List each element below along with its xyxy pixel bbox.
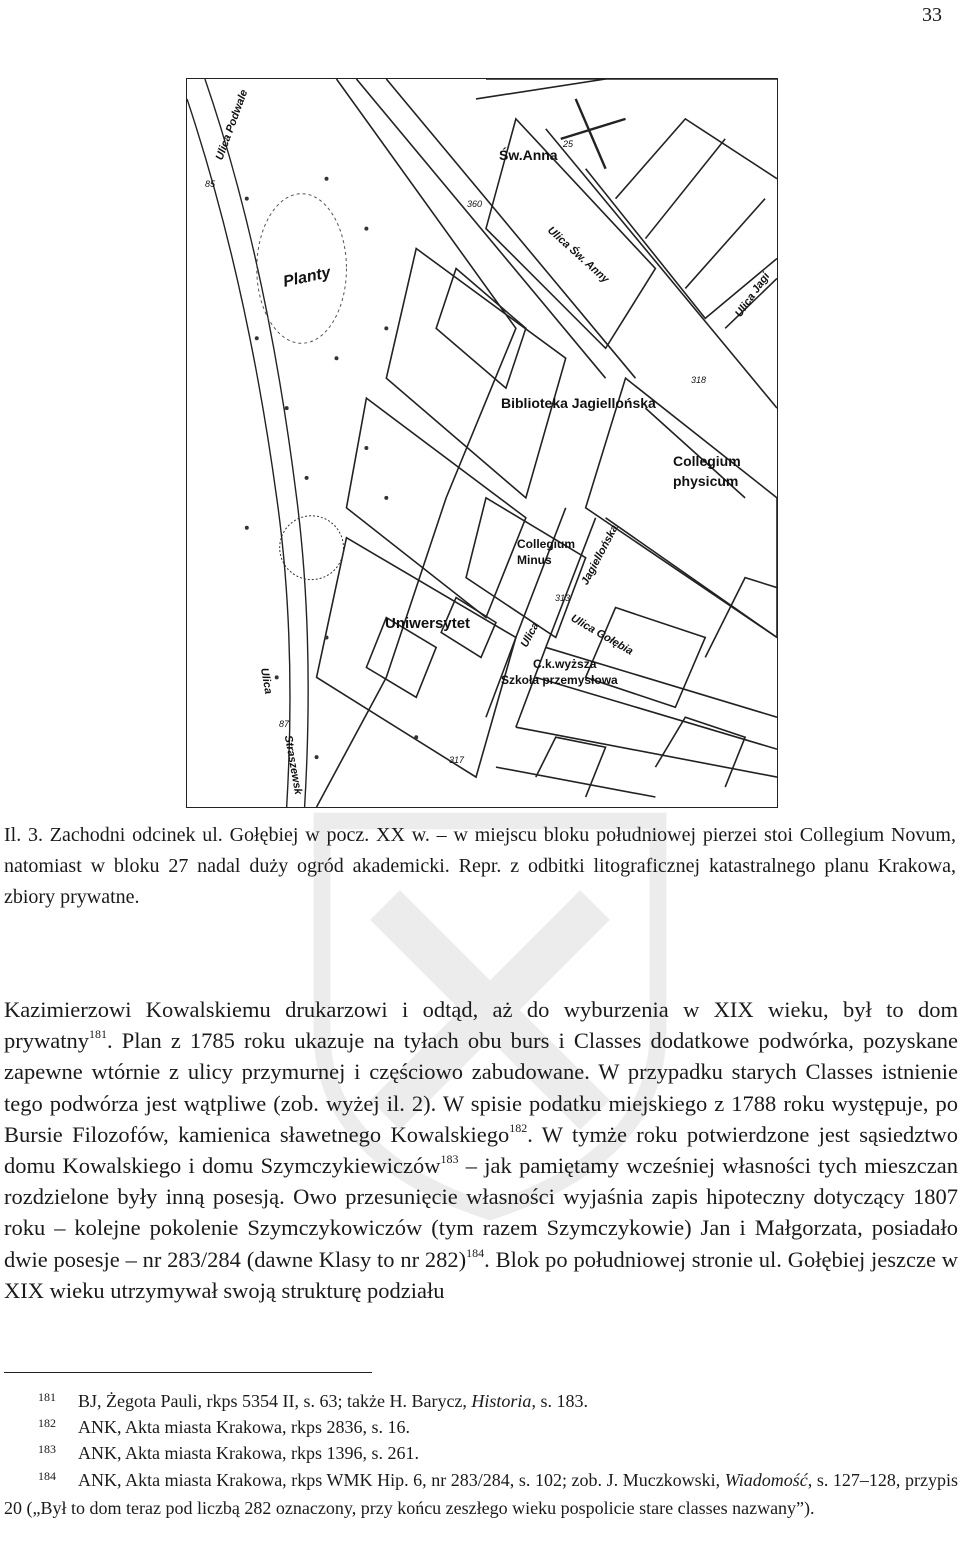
label-ulica-jagi: Ulica Jagi [733, 270, 773, 320]
figure-caption: Il. 3. Zachodni odcinek ul. Gołębiej w pocz. XX w. – w miejscu bloku południowej pierzei stoi Collegium Novum, natomiast w bloku 27 nadal duży ogród akademicki. Repr. z odbitki litograficznej katastralnego planu Krakowa, zbiory prywatne. [4, 824, 956, 908]
body-text-4: – jak pamiętamy wcześniej własności tych mieszczan rozdzielone były inną posesją. Owo przesunięcie własności wyjaśnia zapis hipoteczny dotyczący 1807 roku – kolejne pokolenie Szymczykowiczów (tym razem Szymczykowie) Jan i Małgorzata, posiadało dwie posesje – nr 283/284 (dawne Klasy to nr 282) [4, 1153, 958, 1272]
footnote-separator [4, 1372, 372, 1373]
label-biblioteka: Biblioteka Jagiellońska [501, 395, 656, 411]
body-text-5: . Blok po południowej stronie ul. Gołębiej jeszcze w XIX wieku utrzymywał swoją strukturę podziału [4, 1246, 958, 1303]
label-num-360: 360 [467, 199, 483, 209]
label-collegium-minus-1: Collegium [517, 537, 576, 551]
footnote-text: ANK, Akta miasta Krakowa, rkps WMK Hip. 6, nr 283/284, s. 102; zob. J. Muczkowski, [78, 1470, 725, 1490]
footnote-italic: Wiadomość [724, 1470, 808, 1490]
footnote-ref-181: 181 [88, 1027, 107, 1042]
label-num-87: 87 [279, 719, 290, 729]
footnote-number: 183 [38, 1442, 56, 1456]
label-sw-anna: Św.Anna [499, 147, 558, 163]
body-paragraph [4, 994, 958, 1306]
footnote-ref-184: 184 [466, 1245, 485, 1260]
footnote-ref-183: 183 [440, 1152, 459, 1167]
label-uniwersytet: Uniwersytet [385, 615, 471, 632]
label-num-318: 318 [691, 375, 707, 385]
footnote-tail: , s. 127–128, przypis 20 („Był to dom teraz pod liczbą 282 oznaczony, przy końcu zeszłego wieku pospolicie stare classes nazwany”). [4, 1470, 958, 1518]
label-collegium-minus-2: Minus [517, 553, 552, 567]
footnote-italic: Historia [471, 1391, 532, 1411]
label-num-313: 313 [555, 593, 571, 603]
label-ulica-sw-anny: Ulica Św. Anny [545, 224, 612, 286]
label-ulica: Ulica [518, 620, 542, 650]
footnote-text: ANK, Akta miasta Krakowa, rkps 2836, s. 16. [78, 1417, 410, 1437]
footnote-number: 184 [38, 1469, 56, 1483]
label-straszewskiego: Straszewsk [281, 734, 305, 796]
label-collegium-physicum-2: physicum [673, 473, 739, 489]
label-ulica-podwale: Ulica Podwale [213, 88, 251, 162]
footnote-tail: , s. 183. [531, 1391, 588, 1411]
label-collegium-physicum-1: Collegium [673, 453, 741, 469]
body-text-3: . W tymże roku potwierdzone jest sąsiedztwo domu Kowalskiego i domu Szymczykiewiczów [4, 1121, 958, 1179]
body-text-2: . Plan z 1785 roku ukazuje na tyłach obu burs i Classes dodatkowe podwórka, pozyskane zapewne wtórnie z ulicy przymurnej i częściowo zabudowane. W przypadku starych Classes istnienie tego podwórza jest wątpliwe (zob. wyżej il. 2). W spisie podatku miejskiego z 1788 roku występuje, po Bursie Filozofów, kamienica sławetnego Kowalskiego [4, 1028, 958, 1147]
label-num-317: 317 [449, 755, 465, 765]
label-szkola-2: Szkoła przemysłowa [501, 673, 618, 687]
label-ulica-strasz: Ulica [257, 667, 275, 695]
footnote-text: BJ, Żegota Pauli, rkps 5354 II, s. 63; także H. Barycz, [78, 1391, 472, 1411]
footnote-ref-182: 182 [509, 1120, 528, 1135]
label-szkola-1: C.k.wyższa [533, 657, 597, 671]
label-jagiellonska: Jagiellońska [579, 523, 621, 587]
label-num-25: 25 [563, 139, 574, 149]
page-number: 33 [922, 4, 942, 26]
footnote-text: ANK, Akta miasta Krakowa, rkps 1396, s. 261. [78, 1443, 419, 1463]
label-planty: Planty [281, 264, 333, 291]
map-drawing [187, 79, 777, 807]
footnote-number: 182 [38, 1416, 56, 1430]
cadastral-map [186, 78, 778, 808]
body-text-1: Kazimierzowi Kowalskiemu drukarzowi i odtąd, aż do wyburzenia w XIX wieku, był to dom prywatny [4, 997, 958, 1054]
footnote-184 [4, 1462, 958, 1522]
footnote-number: 181 [38, 1390, 56, 1404]
label-num-85: 85 [205, 179, 216, 189]
label-ulica-golebia: Ulica Gołębia [568, 612, 636, 658]
